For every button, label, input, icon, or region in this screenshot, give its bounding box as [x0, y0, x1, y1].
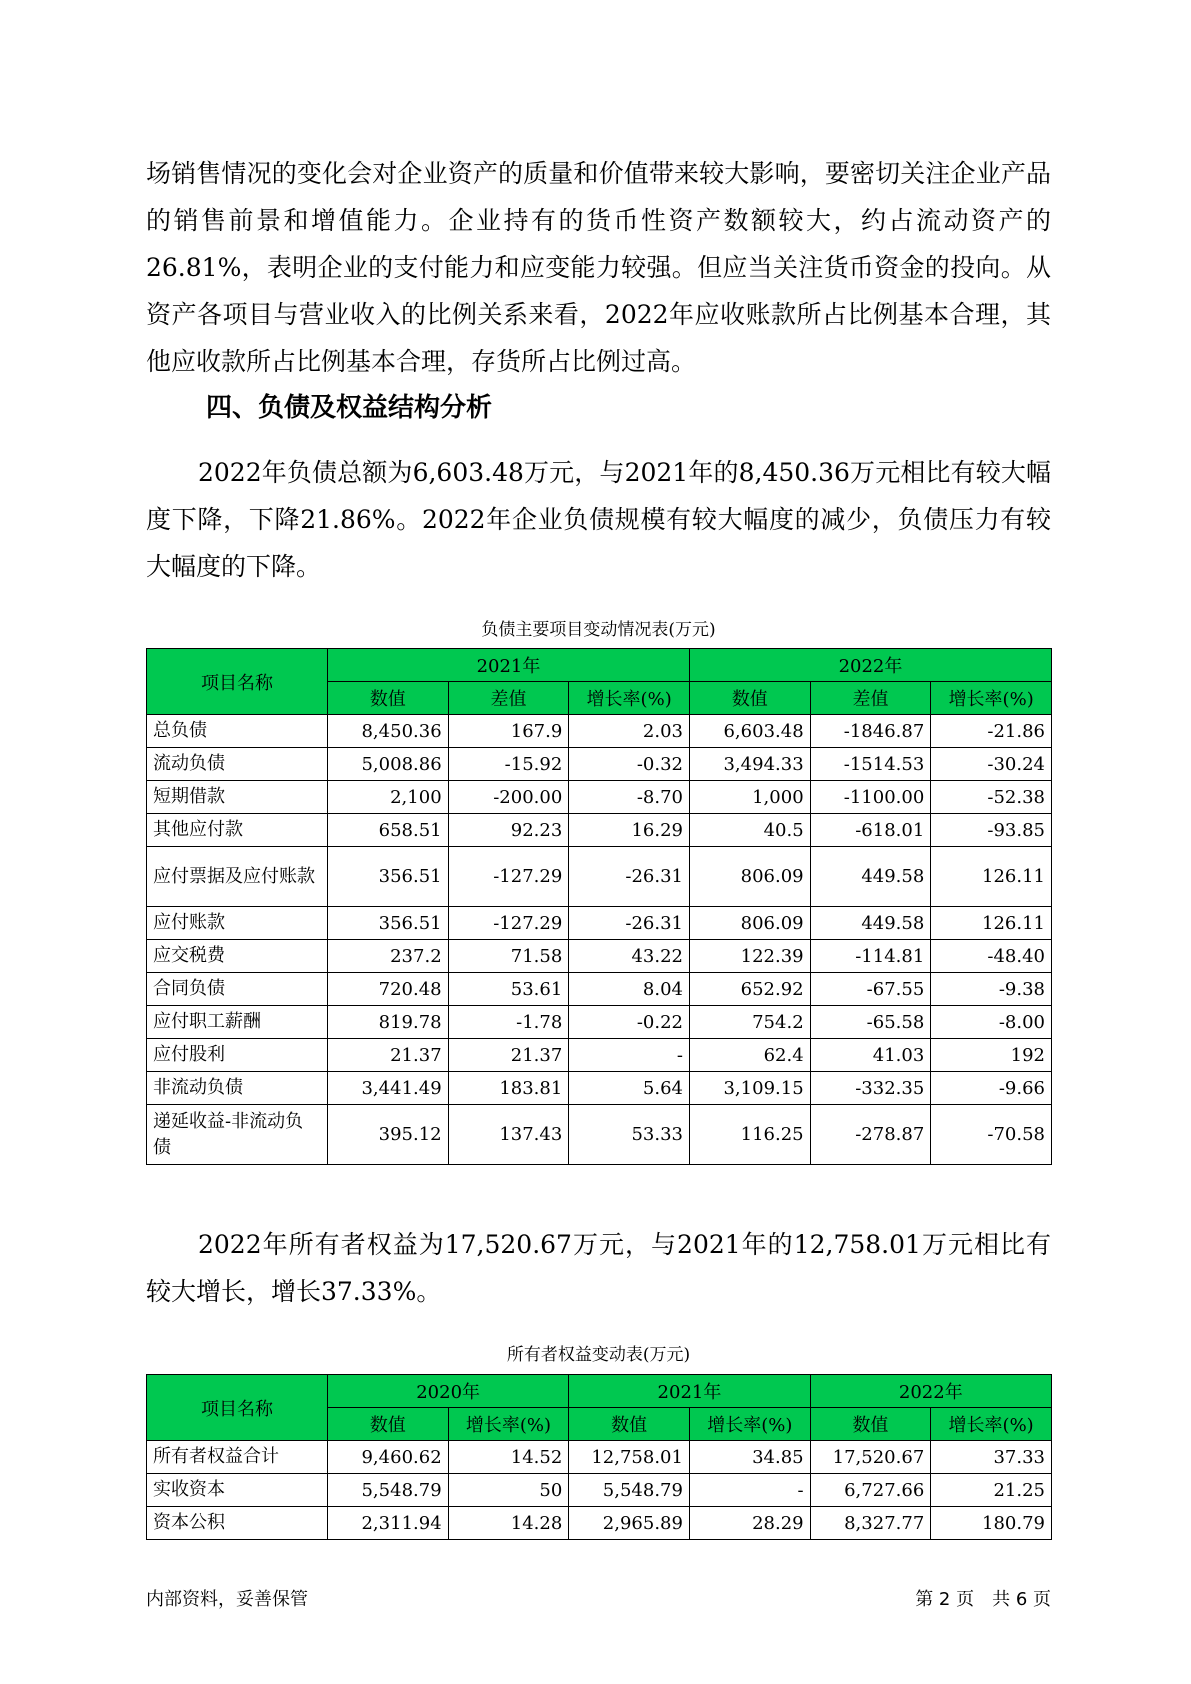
value-cell: -70.58 — [931, 1105, 1052, 1165]
value-cell: -21.86 — [931, 715, 1052, 748]
value-cell: 16.29 — [569, 814, 690, 847]
value-cell: -67.55 — [810, 973, 931, 1006]
value-cell: 5.64 — [569, 1072, 690, 1105]
value-cell: 17,520.67 — [810, 1441, 931, 1474]
value-cell: 3,441.49 — [327, 1072, 448, 1105]
value-cell: 8,450.36 — [327, 715, 448, 748]
table2-name-header: 项目名称 — [147, 1375, 328, 1441]
row-label-cell: 应付职工薪酬 — [147, 1006, 328, 1039]
value-cell: -1.78 — [448, 1006, 569, 1039]
row-label-cell: 应交税费 — [147, 940, 328, 973]
table2-subheader: 增长率(%) — [448, 1408, 569, 1441]
value-cell: 5,548.79 — [327, 1474, 448, 1507]
value-cell: 2.03 — [569, 715, 690, 748]
value-cell: -618.01 — [810, 814, 931, 847]
table-row — [147, 1474, 1052, 1507]
row-label-cell: 流动负债 — [147, 748, 328, 781]
value-cell: 8.04 — [569, 973, 690, 1006]
value-cell: 21.25 — [931, 1474, 1052, 1507]
value-cell: -1846.87 — [810, 715, 931, 748]
table2-year-header: 2020年 — [327, 1375, 568, 1408]
value-cell: 43.22 — [569, 940, 690, 973]
value-cell: 92.23 — [448, 814, 569, 847]
value-cell: 395.12 — [327, 1105, 448, 1165]
value-cell: 754.2 — [689, 1006, 810, 1039]
value-cell: 137.43 — [448, 1105, 569, 1165]
value-cell: 122.39 — [689, 940, 810, 973]
table2-caption: 所有者权益变动表(万元) — [506, 1345, 691, 1365]
value-cell: -200.00 — [448, 781, 569, 814]
value-cell: 116.25 — [689, 1105, 810, 1165]
value-cell: -278.87 — [810, 1105, 931, 1165]
table-row — [147, 1441, 1052, 1474]
table-row — [147, 940, 1052, 973]
value-cell: -93.85 — [931, 814, 1052, 847]
value-cell: 1,000 — [689, 781, 810, 814]
table1-subheader: 数值 — [327, 682, 448, 715]
row-label-cell: 短期借款 — [147, 781, 328, 814]
row-label-cell: 合同负债 — [147, 973, 328, 1006]
row-label-cell: 应付账款 — [147, 907, 328, 940]
value-cell: 2,965.89 — [569, 1507, 690, 1540]
table2-subheader: 数值 — [327, 1408, 448, 1441]
value-cell: 720.48 — [327, 973, 448, 1006]
value-cell: -8.00 — [931, 1006, 1052, 1039]
value-cell: 41.03 — [810, 1039, 931, 1072]
value-cell: 34.85 — [689, 1441, 810, 1474]
value-cell: -26.31 — [569, 907, 690, 940]
row-label-cell: 实收资本 — [147, 1474, 328, 1507]
value-cell: 21.37 — [327, 1039, 448, 1072]
value-cell: -1514.53 — [810, 748, 931, 781]
value-cell: -65.58 — [810, 1006, 931, 1039]
table1-subheader: 增长率(%) — [931, 682, 1052, 715]
value-cell: 180.79 — [931, 1507, 1052, 1540]
value-cell: -9.38 — [931, 973, 1052, 1006]
value-cell: -15.92 — [448, 748, 569, 781]
row-label-cell: 其他应付款 — [147, 814, 328, 847]
row-label-cell: 总负债 — [147, 715, 328, 748]
value-cell: 3,494.33 — [689, 748, 810, 781]
value-cell: 192 — [931, 1039, 1052, 1072]
value-cell: 126.11 — [931, 847, 1052, 907]
value-cell: 5,008.86 — [327, 748, 448, 781]
value-cell: 819.78 — [327, 1006, 448, 1039]
value-cell: 71.58 — [448, 940, 569, 973]
footer-confidential-note: 内部资料，妥善保管 — [146, 1589, 308, 1610]
paragraph-assets-conclusion: 场销售情况的变化会对企业资产的质量和价值带来较大影响，要密切关注企业产品的销售前景和增值能力。企业持有的货币性资产数额较大，约占流动资产的26.81%，表明企业的支付能力和应变能力较强。但应当关注货币资金的投向。从资产各项目与营业收入的比例关系来看，2022年应收账款所占比例基本合理，其他应收款所占比例基本合理，存货所占比例过高。 — [146, 159, 1051, 376]
value-cell: -30.24 — [931, 748, 1052, 781]
table2-year-header: 2022年 — [810, 1375, 1051, 1408]
value-cell: -9.66 — [931, 1072, 1052, 1105]
table1-subheader: 差值 — [448, 682, 569, 715]
value-cell: -0.32 — [569, 748, 690, 781]
table-row — [147, 715, 1052, 748]
value-cell: 167.9 — [448, 715, 569, 748]
paragraph-equity: 2022年所有者权益为17,520.67万元，与2021年的12,758.01万元相比有较大增长，增长37.33%。 — [146, 1230, 1051, 1306]
table-row — [147, 907, 1052, 940]
table-row — [147, 973, 1052, 1006]
value-cell: 356.51 — [327, 847, 448, 907]
value-cell: 356.51 — [327, 907, 448, 940]
value-cell: -48.40 — [931, 940, 1052, 973]
value-cell: -114.81 — [810, 940, 931, 973]
table1-year-header: 2021年 — [327, 649, 689, 682]
value-cell: -1100.00 — [810, 781, 931, 814]
value-cell: 37.33 — [931, 1441, 1052, 1474]
value-cell: 6,603.48 — [689, 715, 810, 748]
value-cell: 183.81 — [448, 1072, 569, 1105]
value-cell: -332.35 — [810, 1072, 931, 1105]
footer-page-number: 第 2 页 共 6 页 — [915, 1589, 1051, 1610]
value-cell: -26.31 — [569, 847, 690, 907]
table-row — [147, 748, 1052, 781]
value-cell: 53.33 — [569, 1105, 690, 1165]
value-cell: 14.28 — [448, 1507, 569, 1540]
value-cell: -127.29 — [448, 907, 569, 940]
value-cell: 652.92 — [689, 973, 810, 1006]
value-cell: 806.09 — [689, 847, 810, 907]
value-cell: 14.52 — [448, 1441, 569, 1474]
table1-subheader: 数值 — [689, 682, 810, 715]
table1-subheader: 差值 — [810, 682, 931, 715]
value-cell: 53.61 — [448, 973, 569, 1006]
equity-table — [146, 1374, 1052, 1540]
value-cell: 9,460.62 — [327, 1441, 448, 1474]
value-cell: 449.58 — [810, 907, 931, 940]
value-cell: 3,109.15 — [689, 1072, 810, 1105]
row-label-cell: 应付股利 — [147, 1039, 328, 1072]
value-cell: 658.51 — [327, 814, 448, 847]
table1-body — [147, 715, 1052, 1165]
paragraph-liabilities: 2022年负债总额为6,603.48万元，与2021年的8,450.36万元相比有较大幅度下降，下降21.86%。2022年企业负债规模有较大幅度的减少，负债压力有较大幅度的下降。 — [146, 458, 1051, 581]
table-row — [147, 781, 1052, 814]
table2-subheader: 增长率(%) — [931, 1408, 1052, 1441]
table2-body — [147, 1441, 1052, 1540]
row-label-cell: 资本公积 — [147, 1507, 328, 1540]
value-cell: 21.37 — [448, 1039, 569, 1072]
table1-name-header: 项目名称 — [147, 649, 328, 715]
value-cell: 2,311.94 — [327, 1507, 448, 1540]
table-row — [147, 1006, 1052, 1039]
value-cell: -52.38 — [931, 781, 1052, 814]
value-cell: 449.58 — [810, 847, 931, 907]
row-label-cell: 应付票据及应付账款 — [147, 847, 328, 907]
value-cell: 62.4 — [689, 1039, 810, 1072]
value-cell: 12,758.01 — [569, 1441, 690, 1474]
value-cell: 5,548.79 — [569, 1474, 690, 1507]
value-cell: - — [689, 1474, 810, 1507]
table2-year-header: 2021年 — [569, 1375, 810, 1408]
value-cell: -8.70 — [569, 781, 690, 814]
section-heading: 四、负债及权益结构分析 — [206, 393, 493, 423]
table-row — [147, 1105, 1052, 1165]
value-cell: 50 — [448, 1474, 569, 1507]
value-cell: 237.2 — [327, 940, 448, 973]
value-cell: 8,327.77 — [810, 1507, 931, 1540]
table1-caption: 负债主要项目变动情况表(万元) — [481, 620, 716, 640]
table1-year-header: 2022年 — [689, 649, 1051, 682]
table1-subheader: 增长率(%) — [569, 682, 690, 715]
value-cell: 6,727.66 — [810, 1474, 931, 1507]
table2-subheader: 数值 — [810, 1408, 931, 1441]
value-cell: -127.29 — [448, 847, 569, 907]
value-cell: - — [569, 1039, 690, 1072]
table-row — [147, 847, 1052, 907]
table2-subheader: 增长率(%) — [689, 1408, 810, 1441]
value-cell: 806.09 — [689, 907, 810, 940]
table-row — [147, 1507, 1052, 1540]
table-row — [147, 1072, 1052, 1105]
value-cell: 126.11 — [931, 907, 1052, 940]
table2-subheader: 数值 — [569, 1408, 690, 1441]
value-cell: 28.29 — [689, 1507, 810, 1540]
value-cell: 2,100 — [327, 781, 448, 814]
row-label-cell: 非流动负债 — [147, 1072, 328, 1105]
row-label-cell: 递延收益-非流动负债 — [147, 1105, 328, 1165]
table-row — [147, 814, 1052, 847]
value-cell: -0.22 — [569, 1006, 690, 1039]
value-cell: 40.5 — [689, 814, 810, 847]
liabilities-table — [146, 648, 1052, 1165]
table-row — [147, 1039, 1052, 1072]
row-label-cell: 所有者权益合计 — [147, 1441, 328, 1474]
